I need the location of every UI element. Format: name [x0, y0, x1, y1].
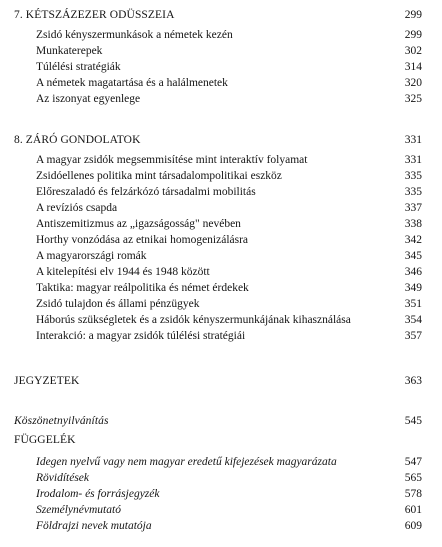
page-number: 314 — [404, 61, 422, 73]
page-number: 299 — [404, 29, 422, 41]
page-number: 609 — [404, 520, 422, 532]
toc-heading-7 — [0, 8, 442, 23]
entry-title: Taktika: magyar reálpolitika és német érdekek — [36, 282, 249, 294]
toc-entry — [0, 28, 442, 43]
page-number: 545 — [404, 415, 422, 427]
page-number: 357 — [404, 330, 422, 342]
page-number: 337 — [404, 202, 422, 214]
toc-entry — [0, 313, 442, 328]
entry-title: A németek magatartása és a halálmenetek — [36, 77, 228, 89]
entry-title: Zsidó kényszermunkások a németek kezén — [36, 29, 233, 41]
entry-title: A revíziós csapda — [36, 202, 118, 214]
page-number: 578 — [404, 488, 422, 500]
entry-title: Horthy vonzódása az etnikai homogenizálásra — [36, 234, 249, 246]
entry-title: Zsidó tulajdon és állami pénzügyek — [36, 298, 200, 310]
chapter-title: 8. ZÁRÓ GONDOLATOK — [14, 134, 141, 146]
entry-title: Túlélési stratégiák — [36, 61, 121, 73]
toc-entry — [0, 297, 442, 312]
chapter-title: JEGYZETEK — [14, 375, 80, 387]
toc-entry — [0, 153, 442, 168]
page-number: 354 — [404, 314, 422, 326]
page-number: 342 — [404, 234, 422, 246]
toc-acknowledgements — [0, 414, 442, 429]
toc-entry — [0, 455, 442, 470]
toc-entry — [0, 76, 442, 91]
page-number: 349 — [404, 282, 422, 294]
toc-entry — [0, 487, 442, 502]
entry-title: Személynévmutató — [36, 504, 121, 516]
toc-entry — [0, 503, 442, 518]
toc-entry — [0, 249, 442, 264]
entry-title: A kitelepítési elv 1944 és 1948 között — [36, 266, 210, 278]
page-number: 363 — [404, 375, 422, 387]
entry-title: Földrajzi nevek mutatója — [36, 520, 152, 532]
page-number: 302 — [404, 45, 422, 57]
toc-heading-8 — [0, 133, 442, 148]
toc-heading-appendix — [0, 433, 442, 448]
entry-title: Zsidóellenes politika mint társadalompolitikai eszköz — [36, 170, 282, 182]
entry-title: Rövidítések — [36, 472, 90, 484]
entry-title: A magyar zsidók megsemmisítése mint interaktív folyamat — [36, 154, 308, 166]
page-number: 345 — [404, 250, 422, 262]
toc-entry — [0, 169, 442, 184]
toc-entry — [0, 281, 442, 296]
toc-entry — [0, 519, 442, 534]
toc-entry — [0, 471, 442, 486]
page-number: 331 — [404, 134, 422, 146]
page-number: 547 — [404, 456, 422, 468]
page-number: 565 — [404, 472, 422, 484]
entry-title: Munkaterepek — [36, 45, 103, 57]
toc-entry — [0, 185, 442, 200]
toc-entry — [0, 329, 442, 344]
page-number: 320 — [404, 77, 422, 89]
page-number: 335 — [404, 170, 422, 182]
toc-entry — [0, 44, 442, 59]
toc-entry — [0, 201, 442, 216]
page-number: 331 — [404, 154, 422, 166]
page-number: 351 — [404, 298, 422, 310]
chapter-title: FÜGGELÉK — [14, 434, 76, 446]
toc-entry — [0, 233, 442, 248]
entry-title: A magyarországi romák — [36, 250, 147, 262]
chapter-title: 7. KÉTSZÁZEZER ODÜSSZEIA — [14, 9, 175, 21]
entry-title: Interakció: a magyar zsidók túlélési stratégiái — [36, 330, 246, 342]
page-number: 299 — [404, 9, 422, 21]
entry-title: Előreszaladó és felzárkózó társadalmi mobilitás — [36, 186, 256, 198]
toc-entry — [0, 92, 442, 107]
toc-entry — [0, 60, 442, 75]
entry-title: Irodalom- és forrásjegyzék — [36, 488, 160, 500]
entry-title: Antiszemitizmus az „igazságosság" nevében — [36, 218, 241, 230]
page-number: 325 — [404, 93, 422, 105]
toc-heading-notes — [0, 374, 442, 389]
toc-entry — [0, 217, 442, 232]
page-number: 346 — [404, 266, 422, 278]
entry-title: Idegen nyelvű vagy nem magyar eredetű kifejezések magyarázata — [36, 456, 337, 468]
page-number: 601 — [404, 504, 422, 516]
page-number: 338 — [404, 218, 422, 230]
toc-entry — [0, 265, 442, 280]
entry-title: Háborús szükségletek és a zsidók kényszermunkájának kihasználása — [36, 314, 351, 326]
page-number: 335 — [404, 186, 422, 198]
entry-title: Az iszonyat egyenlege — [36, 93, 141, 105]
chapter-title: Köszönetnyilvánítás — [14, 415, 109, 427]
